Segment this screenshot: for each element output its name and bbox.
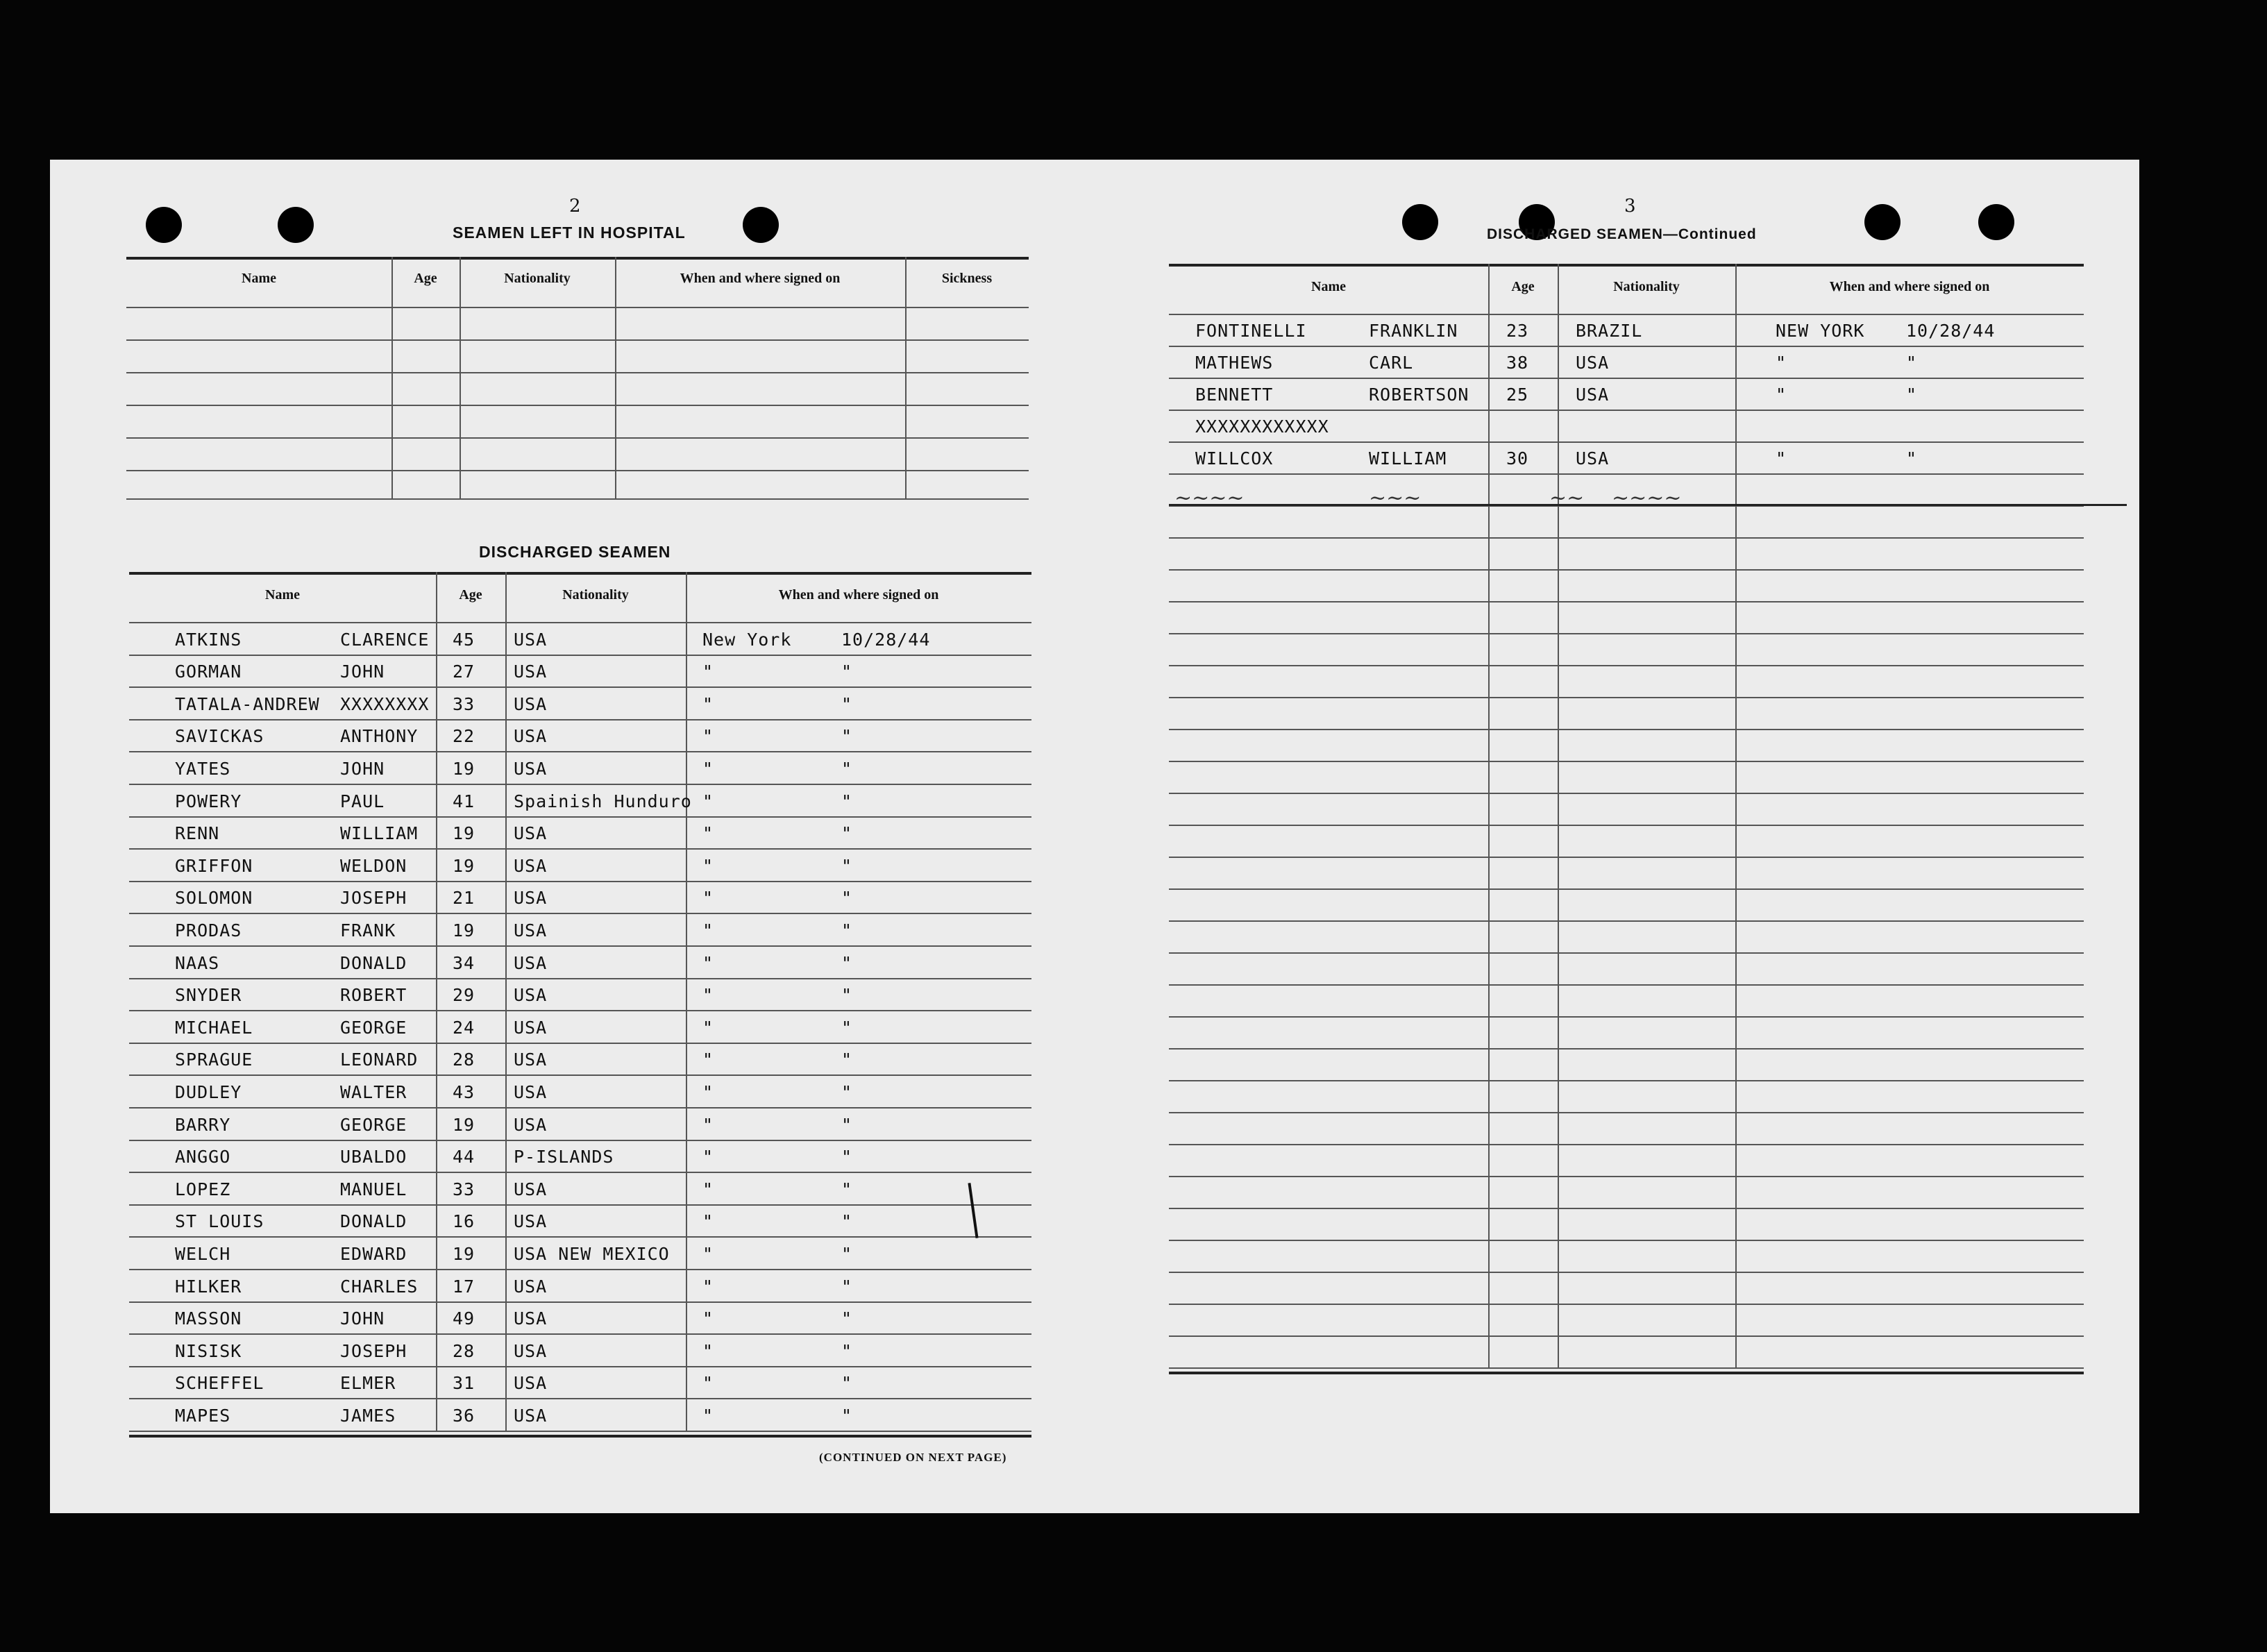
column-header: Age: [459, 587, 482, 602]
seaman-given-name: DONALD: [340, 1211, 407, 1232]
signed-on-date: ": [1906, 448, 1918, 469]
signed-on-place: ": [702, 1082, 714, 1102]
column-divider: [1488, 264, 1490, 1367]
column-divider: [615, 257, 616, 498]
seaman-surname: NAAS: [175, 952, 220, 973]
table-rule: [126, 372, 1029, 373]
column-header: Age: [414, 271, 437, 286]
seaman-given-name: PAUL: [340, 791, 385, 811]
table-rule: [1169, 729, 2084, 730]
signed-on-place: ": [702, 888, 714, 909]
seaman-nationality: USA: [1576, 448, 1610, 469]
hospital-section-title: SEAMEN LEFT IN HOSPITAL: [453, 224, 686, 242]
table-rule: [1169, 1176, 2084, 1177]
seaman-given-name: ANTHONY: [340, 726, 419, 747]
punch-hole: [743, 207, 779, 243]
column-header: When and where signed on: [778, 587, 939, 602]
signed-on-date: ": [841, 759, 853, 779]
handwriting-scribble: ~~~~: [1612, 486, 1682, 510]
seaman-surname: MICHAEL: [175, 1017, 253, 1038]
seaman-surname: SCHEFFEL: [175, 1373, 264, 1394]
signed-on-place: ": [1776, 448, 1787, 469]
signed-on-place: ": [702, 1276, 714, 1297]
table-rule: [126, 257, 1029, 260]
table-rule: [129, 655, 1031, 656]
signed-on-place: ": [702, 1179, 714, 1199]
seaman-nationality: USA: [514, 1114, 548, 1135]
signed-on-date: ": [841, 1276, 853, 1297]
seaman-given-name: DONALD: [340, 952, 407, 973]
signed-on-date: ": [841, 1373, 853, 1394]
signed-on-date: ": [841, 920, 853, 941]
signed-on-date: ": [841, 1406, 853, 1426]
table-rule: [1169, 1080, 2084, 1081]
seaman-surname: BENNETT: [1195, 385, 1274, 405]
seaman-surname: LOPEZ: [175, 1179, 231, 1199]
signed-on-place: ": [702, 1211, 714, 1232]
seaman-surname: PRODAS: [175, 920, 242, 941]
seaman-age: 28: [453, 1340, 475, 1361]
seaman-surname: ST LOUIS: [175, 1211, 264, 1232]
table-rule: [1169, 1304, 2084, 1305]
table-rule: [1169, 1048, 2084, 1050]
seaman-given-name: CLARENCE: [340, 629, 430, 650]
seaman-surname: RENN: [175, 823, 220, 844]
signed-on-place: ": [702, 1147, 714, 1168]
signed-on-place: ": [702, 1017, 714, 1038]
table-rule: [129, 848, 1031, 850]
seaman-nationality: USA: [514, 1179, 548, 1199]
signed-on-date: ": [841, 693, 853, 714]
seaman-given-name: JOHN: [340, 759, 385, 779]
seaman-given-name: JAMES: [340, 1406, 396, 1426]
signed-on-place: ": [702, 1114, 714, 1135]
seaman-age: 43: [453, 1082, 475, 1102]
table-rule: [1169, 314, 2084, 315]
seaman-nationality: USA: [514, 759, 548, 779]
seaman-age: 29: [453, 985, 475, 1006]
table-rule: [1169, 633, 2084, 634]
column-divider: [1558, 264, 1559, 1367]
seaman-nationality: USA: [514, 661, 548, 682]
column-header: Sickness: [941, 271, 993, 286]
seaman-given-name: UBALDO: [340, 1147, 407, 1168]
seaman-age: 27: [453, 661, 475, 682]
table-rule: [1169, 410, 2084, 411]
signed-on-date: ": [841, 791, 853, 811]
seaman-age: 28: [453, 1050, 475, 1070]
signed-on-place: ": [702, 823, 714, 844]
seaman-nationality: USA: [1576, 385, 1610, 405]
seaman-age: 17: [453, 1276, 475, 1297]
seaman-age: 33: [453, 1179, 475, 1199]
seaman-surname: MASSON: [175, 1308, 242, 1329]
seaman-given-name: WILLIAM: [340, 823, 419, 844]
seaman-age: 22: [453, 726, 475, 747]
seaman-surname: SNYDER: [175, 985, 242, 1006]
column-divider: [686, 572, 687, 1431]
seaman-given-name: JOHN: [340, 1308, 385, 1329]
signed-on-place: ": [1776, 385, 1787, 405]
seaman-surname: WILLCOX: [1195, 448, 1274, 469]
seaman-nationality: USA: [514, 985, 548, 1006]
signed-on-place: ": [702, 1373, 714, 1394]
signed-on-date: ": [841, 1308, 853, 1329]
table-rule: [129, 1107, 1031, 1109]
table-rule: [1169, 569, 2084, 571]
seaman-surname: MATHEWS: [1195, 353, 1274, 373]
seaman-nationality: USA: [514, 1211, 548, 1232]
table-rule: [1169, 1240, 2084, 1241]
punch-hole: [1978, 204, 2014, 240]
handwriting-scribble: ~~: [1549, 486, 1585, 510]
seaman-nationality: USA: [514, 1308, 548, 1329]
seaman-given-name: MANUEL: [340, 1179, 407, 1199]
table-rule: [1169, 984, 2084, 986]
signed-on-date: ": [841, 855, 853, 876]
handwriting-scribble: ~~~: [1369, 486, 1422, 510]
seaman-nationality: Spainish Hunduro: [514, 791, 692, 811]
column-header: Name: [1311, 279, 1346, 294]
table-rule: [1169, 378, 2084, 379]
signed-on-date: ": [841, 1114, 853, 1135]
table-rule: [129, 1140, 1031, 1141]
seaman-surname: ANGGO: [175, 1147, 231, 1168]
signed-on-place: ": [1776, 353, 1787, 373]
column-divider: [1735, 264, 1737, 1367]
table-rule: [129, 784, 1031, 785]
table-rule: [1169, 761, 2084, 762]
seaman-given-name: ROBERT: [340, 985, 407, 1006]
signed-on-place: ": [702, 1050, 714, 1070]
table-rule: [1169, 793, 2084, 794]
continued-note: (CONTINUED ON NEXT PAGE): [819, 1451, 1007, 1464]
seaman-surname: YATES: [175, 759, 231, 779]
seaman-surname: TATALA-ANDREW: [175, 693, 320, 714]
seaman-age: 30: [1506, 448, 1529, 469]
seaman-nationality: USA: [514, 855, 548, 876]
seaman-age: 36: [453, 1406, 475, 1426]
column-header: Nationality: [504, 271, 571, 286]
punch-hole: [278, 207, 314, 243]
seaman-nationality: USA NEW MEXICO: [514, 1244, 670, 1264]
column-header: When and where signed on: [680, 271, 841, 286]
column-divider: [436, 572, 437, 1431]
seaman-age: 38: [1506, 353, 1529, 373]
seaman-age: 45: [453, 629, 475, 650]
table-rule: [1169, 537, 2084, 539]
table-rule: [1169, 1335, 2084, 1337]
seaman-given-name: CARL: [1369, 353, 1414, 373]
seaman-surname: GORMAN: [175, 661, 242, 682]
table-rule: [129, 913, 1031, 914]
signed-on-date: ": [841, 661, 853, 682]
table-rule: [1169, 697, 2084, 698]
column-divider: [905, 257, 907, 498]
column-header: Nationality: [562, 587, 629, 602]
table-rule: [129, 945, 1031, 947]
seaman-given-name: WALTER: [340, 1082, 407, 1102]
table-rule: [126, 470, 1029, 471]
table-rule: [129, 622, 1031, 623]
column-header: Name: [242, 271, 276, 286]
signed-on-place: ": [702, 693, 714, 714]
table-rule: [1169, 1208, 2084, 1209]
table-rule: [129, 881, 1031, 882]
seaman-surname: BARRY: [175, 1114, 231, 1135]
table-rule: [129, 719, 1031, 720]
table-rule: [1169, 1112, 2084, 1113]
seaman-given-name: WILLIAM: [1369, 448, 1447, 469]
table-rule: [126, 307, 1029, 308]
signed-on-date: ": [841, 1017, 853, 1038]
table-rule: [1169, 1272, 2084, 1273]
column-divider: [460, 257, 461, 498]
seaman-surname: ATKINS: [175, 629, 242, 650]
signed-on-place: ": [702, 661, 714, 682]
handwriting-scribble: ~~~~: [1174, 486, 1245, 510]
table-rule: [129, 1043, 1031, 1044]
table-rule: [1169, 1372, 2084, 1374]
seaman-age: 24: [453, 1017, 475, 1038]
signed-on-date: ": [841, 1082, 853, 1102]
table-rule: [129, 751, 1031, 752]
seaman-age: 19: [453, 823, 475, 844]
seaman-nationality: USA: [514, 1406, 548, 1426]
table-rule: [1169, 665, 2084, 666]
table-rule: [129, 1398, 1031, 1399]
seaman-surname: HILKER: [175, 1276, 242, 1297]
signed-on-place: ": [702, 759, 714, 779]
table-rule: [1169, 441, 2084, 443]
signed-on-date: ": [841, 952, 853, 973]
table-rule: [129, 1236, 1031, 1238]
table-rule: [129, 1301, 1031, 1303]
column-header: Name: [265, 587, 300, 602]
page-number: 3: [1624, 196, 1636, 217]
table-rule: [1169, 920, 2084, 922]
seaman-age: 23: [1506, 321, 1529, 341]
signed-on-place: ": [702, 1340, 714, 1361]
seaman-nationality: BRAZIL: [1576, 321, 1643, 341]
table-rule: [129, 1204, 1031, 1206]
seaman-age: 41: [453, 791, 475, 811]
column-divider: [391, 257, 393, 498]
seaman-given-name: JOSEPH: [340, 1340, 407, 1361]
seaman-age: 19: [453, 1114, 475, 1135]
signed-on-date: ": [841, 985, 853, 1006]
signed-on-place: NEW YORK: [1776, 321, 1865, 341]
table-rule: [129, 1431, 1031, 1432]
table-rule: [1169, 601, 2084, 602]
table-rule: [129, 686, 1031, 688]
signed-on-date: ": [841, 1211, 853, 1232]
punch-hole: [146, 207, 182, 243]
seaman-surname: NISISK: [175, 1340, 242, 1361]
table-rule: [126, 437, 1029, 439]
seaman-surname: DUDLEY: [175, 1082, 242, 1102]
seaman-nationality: USA: [514, 1050, 548, 1070]
signed-on-place: ": [702, 1308, 714, 1329]
seaman-given-name: JOSEPH: [340, 888, 407, 909]
seaman-given-name: XXXXXXXX: [340, 693, 430, 714]
seaman-age: 16: [453, 1211, 475, 1232]
seaman-age: 33: [453, 693, 475, 714]
signed-on-place: New York: [702, 629, 792, 650]
table-rule: [1169, 1367, 2084, 1369]
seaman-given-name: GEORGE: [340, 1114, 407, 1135]
signed-on-place: ": [702, 985, 714, 1006]
table-rule: [129, 1333, 1031, 1335]
seaman-nationality: USA: [514, 1017, 548, 1038]
seaman-surname: GRIFFON: [175, 855, 253, 876]
signed-on-date: ": [841, 1050, 853, 1070]
signed-on-date: ": [841, 1244, 853, 1264]
signed-on-date: ": [841, 1179, 853, 1199]
seaman-age: 19: [453, 759, 475, 779]
table-rule: [1169, 857, 2084, 858]
table-rule: [129, 1172, 1031, 1173]
page-number: 2: [569, 196, 581, 217]
signed-on-place: ": [702, 952, 714, 973]
table-rule: [126, 498, 1029, 500]
signed-on-date: 10/28/44: [1906, 321, 1996, 341]
seaman-given-name: WELDON: [340, 855, 407, 876]
signed-on-date: ": [1906, 353, 1918, 373]
seaman-given-name: LEONARD: [340, 1050, 419, 1070]
seaman-given-name: EDWARD: [340, 1244, 407, 1264]
seaman-surname: SAVICKAS: [175, 726, 264, 747]
punch-hole: [1864, 204, 1901, 240]
seaman-surname: XXXXXXXXXXXX: [1195, 416, 1329, 437]
column-header: Age: [1511, 279, 1535, 294]
seaman-age: 19: [453, 1244, 475, 1264]
signed-on-date: 10/28/44: [841, 629, 931, 650]
column-divider: [505, 572, 507, 1431]
signed-on-place: ": [702, 791, 714, 811]
signed-on-date: ": [1906, 385, 1918, 405]
seaman-given-name: CHARLES: [340, 1276, 419, 1297]
seaman-nationality: USA: [514, 629, 548, 650]
signed-on-place: ": [702, 920, 714, 941]
seaman-given-name: FRANK: [340, 920, 396, 941]
punch-hole: [1402, 204, 1438, 240]
table-rule: [1169, 952, 2084, 954]
seaman-nationality: USA: [514, 1373, 548, 1394]
signed-on-date: ": [841, 888, 853, 909]
table-rule: [129, 978, 1031, 979]
signed-on-place: ": [702, 1244, 714, 1264]
column-header: Nationality: [1613, 279, 1680, 294]
seaman-age: 25: [1506, 385, 1529, 405]
seaman-surname: POWERY: [175, 791, 242, 811]
seaman-age: 34: [453, 952, 475, 973]
seaman-nationality: USA: [514, 920, 548, 941]
seaman-nationality: USA: [514, 1340, 548, 1361]
seaman-nationality: USA: [514, 1276, 548, 1297]
discharged-section-title: DISCHARGED SEAMEN: [479, 543, 671, 561]
seaman-nationality: P-ISLANDS: [514, 1147, 614, 1168]
table-rule: [126, 405, 1029, 406]
signed-on-date: ": [841, 1340, 853, 1361]
seaman-given-name: ELMER: [340, 1373, 396, 1394]
seaman-given-name: JOHN: [340, 661, 385, 682]
pen-mark: [968, 1183, 978, 1238]
seaman-age: 19: [453, 920, 475, 941]
seaman-given-name: GEORGE: [340, 1017, 407, 1038]
table-rule: [1169, 473, 2084, 475]
document-sheet: [50, 160, 2139, 1513]
table-rule: [129, 1435, 1031, 1438]
table-rule: [129, 1074, 1031, 1076]
signed-on-date: ": [841, 1147, 853, 1168]
table-rule: [1169, 264, 2084, 267]
signed-on-place: ": [702, 1406, 714, 1426]
table-rule: [1169, 888, 2084, 890]
seaman-surname: SOLOMON: [175, 888, 253, 909]
signed-on-place: ": [702, 855, 714, 876]
seaman-nationality: USA: [514, 726, 548, 747]
seaman-age: 21: [453, 888, 475, 909]
column-header: When and where signed on: [1829, 279, 1990, 294]
table-rule: [129, 1269, 1031, 1270]
signed-on-date: ": [841, 823, 853, 844]
signed-on-date: ": [841, 726, 853, 747]
seaman-age: 31: [453, 1373, 475, 1394]
table-rule: [129, 816, 1031, 818]
table-rule: [129, 572, 1031, 575]
seaman-given-name: FRANKLIN: [1369, 321, 1458, 341]
seaman-given-name: ROBERTSON: [1369, 385, 1469, 405]
seaman-surname: FONTINELLI: [1195, 321, 1307, 341]
seaman-surname: SPRAGUE: [175, 1050, 253, 1070]
table-rule: [129, 1366, 1031, 1367]
signed-on-place: ": [702, 726, 714, 747]
seaman-age: 19: [453, 855, 475, 876]
table-rule: [1169, 1144, 2084, 1145]
seaman-surname: WELCH: [175, 1244, 231, 1264]
seaman-nationality: USA: [514, 888, 548, 909]
table-rule: [1169, 1016, 2084, 1018]
table-rule: [126, 339, 1029, 341]
seaman-surname: MAPES: [175, 1406, 231, 1426]
seaman-nationality: USA: [514, 693, 548, 714]
seaman-nationality: USA: [514, 823, 548, 844]
seaman-age: 49: [453, 1308, 475, 1329]
seaman-nationality: USA: [1576, 353, 1610, 373]
table-rule: [1169, 346, 2084, 347]
seaman-nationality: USA: [514, 1082, 548, 1102]
continued-section-title: DISCHARGED SEAMEN—Continued: [1487, 226, 1757, 242]
table-rule: [1169, 825, 2084, 826]
table-rule: [129, 1010, 1031, 1011]
seaman-nationality: USA: [514, 952, 548, 973]
seaman-age: 44: [453, 1147, 475, 1168]
